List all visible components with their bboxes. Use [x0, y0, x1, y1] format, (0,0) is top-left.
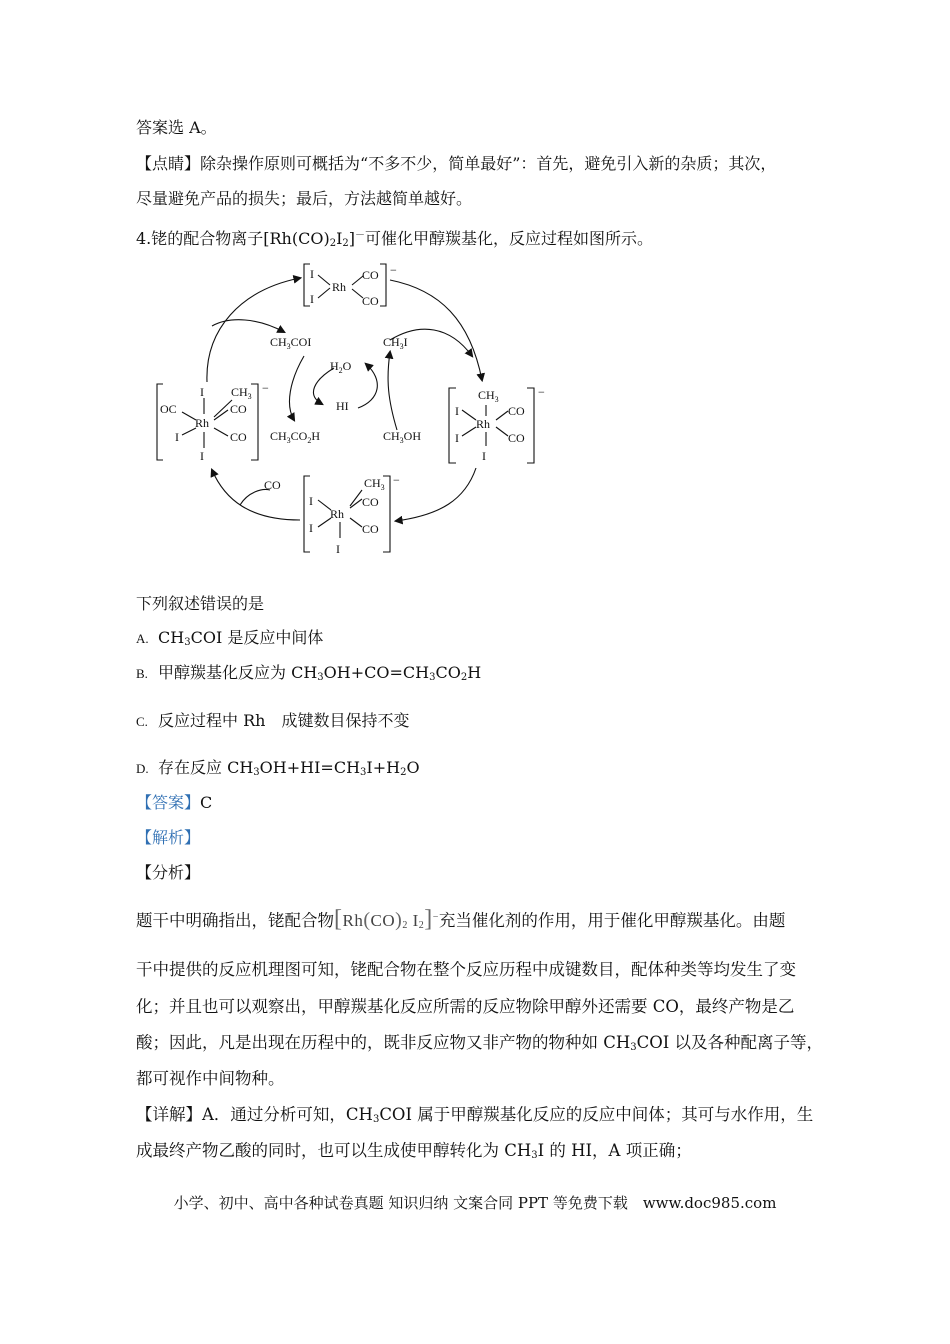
analysis-tag: 【解析】 — [136, 828, 201, 847]
bottom-rh: Rh — [330, 507, 345, 521]
q4-close: ] — [348, 229, 356, 248]
question-stem: 下列叙述错误的是 — [136, 594, 265, 613]
option-b-sub1: 3 — [317, 672, 324, 683]
analysis-p1-post: 充当催化剂的作用，用于催化甲醇羰基化。由题 — [438, 911, 786, 930]
option-b-letter: B. — [136, 666, 148, 681]
formula-rh: Rh — [342, 911, 364, 930]
detail-p6 — [136, 1105, 813, 1130]
left-rh: Rh — [195, 416, 210, 430]
detail-p6-post: COI 属于甲醇羰基化反应的反应中间体；其可与水作用，生 — [379, 1105, 814, 1124]
catalyst-formula: [$Rh(CO)_2$ $I_2]^-$ — [334, 906, 439, 932]
left-charge: − — [262, 381, 269, 395]
top-charge: − — [390, 263, 397, 277]
page-footer: 小学、初中、高中各种试卷真题 知识归纳 文案合同 PPT 等免费下载 www.doc985.com — [173, 1194, 777, 1212]
q4-mid: I — [336, 229, 343, 248]
option-d-sub1: 3 — [253, 767, 260, 778]
analysis-p4-post: COI 以及各种配离子等， — [636, 1033, 824, 1052]
analysis-p5: 都可视作中间物种。 — [136, 1069, 285, 1088]
option-c-text: 反应过程中 Rh 成键数目保持不变 — [158, 711, 410, 730]
option-d-mid1: OH+HI=CH — [259, 758, 361, 777]
right-i1: I — [455, 404, 459, 418]
detail-p6-sub: 3 — [372, 1114, 380, 1125]
right-co2: CO — [508, 431, 525, 445]
formula-sub1: 2 — [402, 920, 408, 931]
option-d — [136, 758, 420, 783]
ch3i-label: $CH_3I$ — [383, 335, 408, 351]
right-co1: CO — [508, 404, 525, 418]
bottom-co1: CO — [362, 495, 379, 509]
option-b-post: H — [467, 663, 482, 682]
right-i2: I — [455, 431, 459, 445]
tip-tag: 【点睛】 — [136, 154, 201, 173]
bottom-i1: I — [309, 494, 313, 508]
option-a-letter: A. — [136, 631, 149, 646]
option-a-sub: 3 — [184, 637, 191, 648]
ch3coi-label: $CH_3COI$ — [270, 335, 312, 351]
option-a — [136, 628, 323, 653]
option-d-mid2: I+H — [366, 758, 401, 777]
detail-tag: 【详解】 — [136, 1105, 202, 1124]
q4-pre: 4.铑的配合物离子[Rh(CO) — [136, 229, 330, 248]
top-i1: I — [310, 267, 314, 281]
option-d-post: O — [406, 758, 420, 777]
left-i3: I — [200, 449, 204, 463]
formula-sub2: 2 — [418, 920, 425, 931]
answer-line — [136, 793, 212, 813]
q4-sub2: 2 — [342, 238, 349, 249]
option-b — [136, 663, 481, 688]
option-d-letter: D. — [136, 761, 149, 776]
q4-post: 可催化甲醇羰基化，反应过程如图所示。 — [365, 229, 654, 248]
detail-p7-sub: 3 — [531, 1150, 538, 1161]
left-oc: OC — [160, 402, 177, 416]
formula-i: I — [412, 911, 419, 930]
option-b-sub2: 3 — [429, 672, 436, 683]
option-a-pre: CH — [158, 628, 185, 647]
bottom-i3: I — [336, 542, 340, 556]
option-b-sub3: 2 — [460, 672, 468, 683]
fenxi-tag: 【分析】 — [136, 863, 201, 882]
left-co1: CO — [230, 402, 247, 416]
left-i2: I — [175, 430, 179, 444]
answer-prev-line: 答案选 A。 — [136, 118, 217, 137]
formula-sup: − — [432, 912, 439, 923]
top-co1: CO — [362, 268, 379, 282]
tip-text: 除杂操作原则可概括为“不多不少，简单最好”：首先，避免引入新的杂质；其次， — [200, 154, 777, 173]
option-d-sub3: 2 — [400, 767, 407, 778]
detail-p7-post: I 的 HI，A 项正确； — [537, 1141, 692, 1160]
detail-p7-pre: 成最终产物乙酸的同时，也可以生成使甲醇转化为 CH — [136, 1141, 532, 1160]
bottom-i2: I — [309, 521, 313, 535]
q4-sup: － — [355, 230, 366, 241]
right-charge: − — [538, 385, 545, 399]
detail-p6-pre: A．通过分析可知，CH — [202, 1105, 373, 1124]
detail-p7 — [136, 1141, 692, 1166]
top-i2: I — [310, 292, 314, 306]
analysis-p4-pre: 酸；因此，凡是出现在历程中的，既非反应物又非产物的物种如 CH — [136, 1033, 631, 1052]
ch3oh-label: $CH_3OH$ — [383, 429, 422, 445]
right-i3: I — [482, 449, 486, 463]
right-ch3: $CH_3$ — [478, 388, 499, 404]
ch3co2h-label: $CH_3CO_2H$ — [270, 429, 321, 445]
bottom-ch3: $CH_3$ — [364, 476, 385, 492]
h2o-label: $H_2O$ — [330, 359, 352, 375]
reaction-cycle-diagram — [0, 0, 950, 580]
option-d-pre: 存在反应 CH — [158, 758, 254, 777]
hi-label: HI — [336, 399, 349, 413]
answer-tag: 【答案】 — [136, 793, 201, 812]
option-d-sub2: 3 — [360, 767, 367, 778]
left-co2: CO — [230, 430, 247, 444]
analysis-p1 — [136, 908, 785, 936]
option-c-letter: C. — [136, 714, 148, 729]
option-b-pre: 甲醇羰基化反应为 CH — [158, 663, 318, 682]
analysis-p3: 化；并且也可以观察出，甲醇羰基化反应所需的反应物除甲醇外还需要 CO，最终产物是乙 — [136, 997, 795, 1016]
left-ch3: $CH_3$ — [231, 385, 252, 401]
tip-line-2: 尽量避免产品的损失；最后，方法越简单越好。 — [136, 189, 473, 208]
right-rh: Rh — [476, 417, 491, 431]
option-a-post: COI 是反应中间体 — [190, 628, 324, 647]
analysis-p4-sub: 3 — [630, 1042, 637, 1053]
answer-value: C — [200, 793, 213, 812]
analysis-p1-pre: 题干中明确指出，铑配合物 — [136, 911, 334, 930]
bottom-charge: − — [393, 473, 400, 487]
analysis-p4 — [136, 1033, 823, 1058]
bottom-co2: CO — [362, 522, 379, 536]
left-i1: I — [200, 385, 204, 399]
q4-sub1: 2 — [329, 238, 337, 249]
top-co2: CO — [362, 294, 379, 308]
analysis-p2: 干中提供的反应机理图可知，铑配合物在整个反应历程中成键数目，配体种类等均发生了变 — [136, 960, 796, 979]
option-c — [136, 711, 409, 732]
formula-co: CO — [370, 911, 396, 930]
top-rh: Rh — [332, 280, 347, 294]
option-b-mid2: CO — [435, 663, 461, 682]
option-b-mid1: OH+CO=CH — [323, 663, 430, 682]
co-enter-label: CO — [264, 478, 281, 492]
